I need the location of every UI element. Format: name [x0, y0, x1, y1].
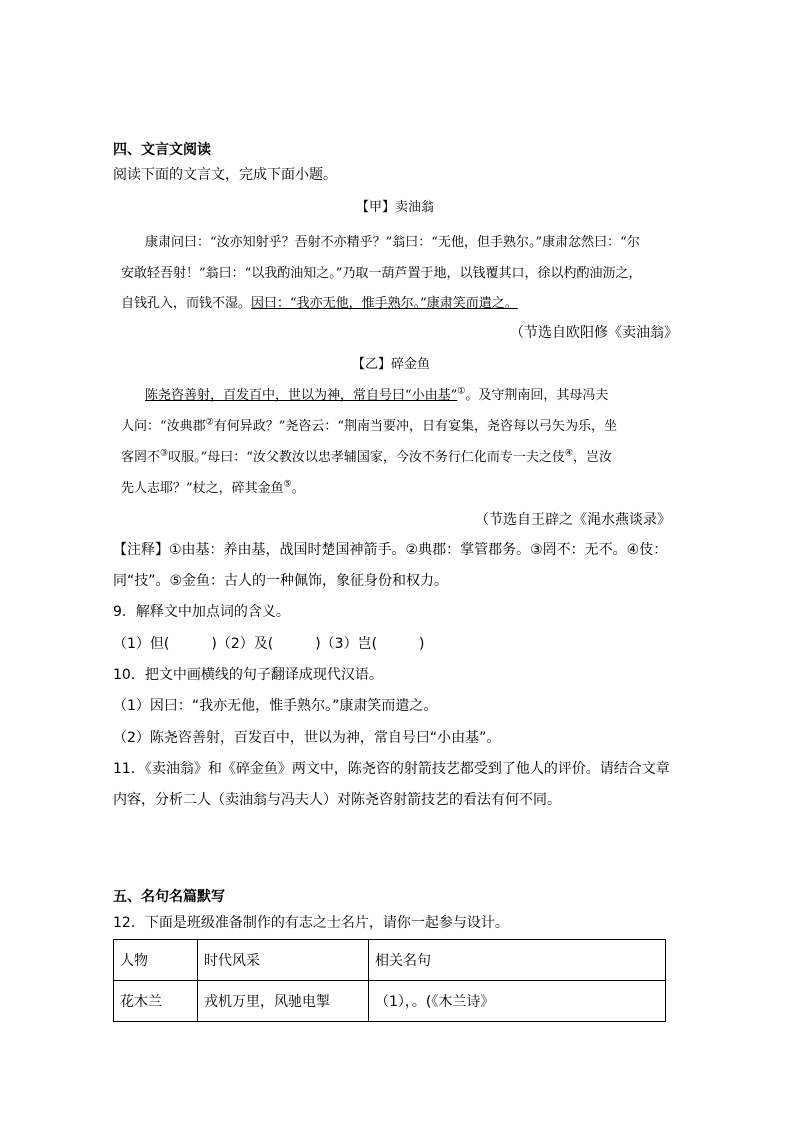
question-11-line: 11．《卖油翁》和《碎金鱼》两文中，陈尧咨的射箭技艺都受到了他人的评价。请结合文章 — [113, 761, 670, 777]
table-cell: 戎机万里，风驰电掣 — [198, 981, 369, 1022]
note-marker: ① — [457, 386, 466, 397]
underlined-sentence: 陈尧咨善射，百发百中，世以为神，常自号曰“小由基” — [145, 388, 458, 403]
passage-a-line — [121, 292, 518, 311]
passage-b-text: 先人志耶？”杖之，碎其金鱼 — [121, 481, 284, 496]
notes-line: 同“技”。⑤金鱼：古人的一种佩饰，象征身份和权力。 — [113, 573, 449, 589]
passage-a-line: 安敢轻吾射！”翁曰：“以我酌油知之。”乃取一葫芦置于地，以钱覆其口，徐以杓酌油沥之， — [121, 266, 642, 281]
table-header-cell: 相关名句 — [369, 940, 666, 981]
passage-b-text: 叹服。”母曰：“汝父教汝以忠孝辅国家，今汝不务行仁化而专一夫之伎 — [168, 450, 565, 465]
section4-title: 四、文言文阅读 — [113, 142, 211, 158]
question-9-items: （1）但( )（2）及( )（3）岂( ) — [113, 636, 425, 652]
table-row — [114, 981, 666, 1022]
table-header-cell: 人物 — [114, 940, 198, 981]
section4-instruction: 阅读下面的文言文，完成下面小题。 — [113, 167, 337, 183]
passage-b-line — [121, 415, 617, 434]
question-11-line: 内容，分析二人（卖油翁与冯夫人）对陈尧咨射箭技艺的看法有何不同。 — [113, 792, 561, 808]
question-9-stem: 9．解释文中加点词的含义。 — [113, 604, 290, 620]
underlined-sentence: 因曰：“我亦无他，惟手熟尔。”康肃笑而遣之。 — [251, 296, 518, 311]
passage-b-text: ，岂汝 — [572, 450, 612, 465]
note-marker: ② — [205, 417, 214, 428]
question-10-item: （2）陈尧咨善射，百发百中，世以为神，常自号曰“小由基”。 — [113, 730, 501, 746]
note-marker: ③ — [160, 448, 169, 459]
passage-b-source: （节选自王辟之《渑水燕谈录》 — [475, 512, 671, 528]
note-marker: ④ — [564, 448, 573, 459]
passage-b-text: 客罔不 — [121, 450, 161, 465]
passage-b-line — [121, 477, 305, 496]
table-header-cell: 时代风采 — [198, 940, 369, 981]
note-marker: ⑤ — [283, 479, 292, 490]
passage-b-line — [145, 384, 608, 403]
question-12-stem: 12．下面是班级准备制作的有志之士名片，请你一起参与设计。 — [113, 915, 509, 931]
table-header-row — [114, 940, 666, 981]
question-10-stem: 10．把文中画横线的句子翻译成现代汉语。 — [113, 667, 383, 683]
passage-a-source: （节选自欧阳修《卖油翁》 — [510, 325, 678, 341]
passage-b-text: 有何异政？”尧咨云：“荆南当要冲，日有宴集，尧咨每以弓矢为乐，坐 — [213, 419, 618, 434]
section5-title: 五、名句名篇默写 — [113, 889, 225, 905]
passage-b-title: 【乙】碎金鱼 — [352, 357, 431, 372]
passage-a-title: 【甲】卖油翁 — [356, 200, 435, 215]
table-cell: （1），。(《木兰诗》 — [369, 981, 666, 1022]
passage-b-text: 。 — [291, 481, 305, 496]
passage-b-text: 。及守荆南回，其母冯夫 — [465, 388, 609, 403]
passage-a-line3-text: 自钱孔入，而钱不湿。 — [121, 296, 252, 311]
question-10-item: （1）因曰：“我亦无他，惟手熟尔。”康肃笑而遣之。 — [113, 698, 438, 714]
name-card-table — [113, 939, 666, 1022]
passage-b-line — [121, 446, 612, 465]
notes-line: 【注释】①由基：养由基，战国时楚国神箭手。②典郡：掌管郡务。③罔不：无不。④伎： — [113, 542, 668, 558]
passage-a-line: 康肃问曰：“汝亦知射乎？吾射不亦精乎？”翁曰：“无他，但手熟尔。”康肃忿然曰：“尔 — [145, 235, 640, 250]
passage-b-text: 人问：“汝典郡 — [121, 419, 206, 434]
table-cell: 花木兰 — [114, 981, 198, 1022]
